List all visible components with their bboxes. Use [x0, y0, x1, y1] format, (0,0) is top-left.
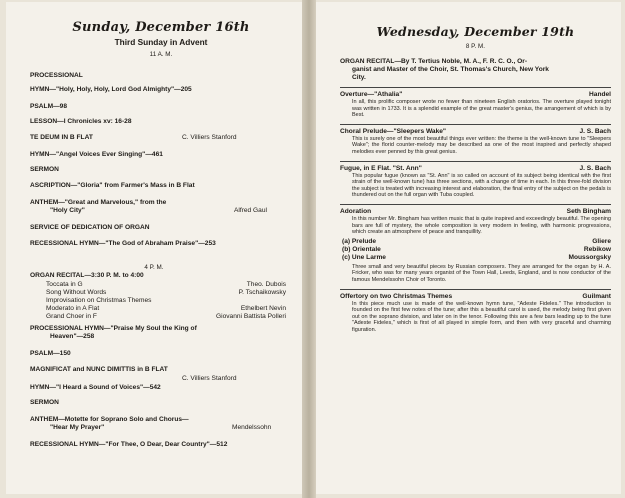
piece: (b) Orientale	[342, 245, 381, 253]
divider	[340, 289, 611, 290]
sunday-subtitle: Third Sunday in Advent	[114, 37, 208, 47]
russian-pieces	[340, 238, 611, 262]
sunday-time-pm: 4 P. M.	[144, 264, 164, 271]
program-item	[340, 91, 611, 99]
list-item	[46, 313, 286, 321]
piece: Moderato in A Flat	[46, 305, 100, 312]
item-description: This popular fugue (known as "St. Ann" is so called on account of its subject being identical with the first strain of the well-known tune) has three sections, with a change of time in each. In this three-fold division the subject is treated with increasing interest and elaboration, the final entry of the subject on the pedals is thundered out on the full organ with Tuba coupled.	[352, 172, 611, 199]
anthem-line-1: ANTHEM—"Great and Marvelous," from the	[30, 199, 167, 206]
piece: Grand Choer in F	[46, 313, 97, 320]
item-composer: Seth Bingham	[566, 207, 611, 215]
divider	[340, 161, 611, 162]
item-title: Offertory on two Christmas Themes	[340, 292, 453, 300]
hymn-1: HYMN—"Holy, Holy, Holy, Lord God Almighty"—205	[30, 86, 192, 93]
item-composer: J. S. Bach	[579, 127, 611, 135]
composer: Giovanni Battista Polleri	[215, 313, 286, 320]
divider	[340, 204, 611, 205]
composer: P. Tschaikowsky	[238, 289, 286, 296]
item-composer: Handel	[589, 91, 611, 98]
item-description: In all, this prolific composer wrote no fewer than nineteen English oratorios. The overture played tonight was written in 1733. It is a splendid example of the great master's genius, the arrangement of which is by Best.	[352, 99, 611, 119]
processional-hymn-line-2: Heaven"—258	[50, 333, 95, 340]
left-page	[6, 2, 302, 494]
psalm-2: PSALM—150	[30, 350, 71, 357]
dedication: SERVICE OF DEDICATION OF ORGAN	[30, 224, 150, 231]
right-page	[316, 2, 621, 494]
sunday-title: Sunday, December 16th	[72, 20, 250, 35]
item-title: Fugue, in E Flat. "St. Ann"	[340, 164, 422, 172]
sermon: SERMON	[30, 166, 59, 173]
te-deum: TE DEUM IN B FLAT	[30, 134, 93, 141]
anthem-line-2: "Holy City"	[50, 207, 85, 214]
divider	[340, 87, 611, 88]
item-composer: Guilmant	[582, 292, 611, 300]
anthem-2-line-2: "Hear My Prayer"	[50, 424, 105, 431]
program-item	[340, 165, 611, 173]
recessional-2: RECESSIONAL HYMN—"For Thee, O Dear, Dear Country"—512	[30, 441, 228, 448]
magnificat: MAGNIFICAT and NUNC DIMITTIS in B FLAT	[30, 366, 168, 373]
recessional: RECESSIONAL HYMN—"The God of Abraham Praise"—253	[30, 240, 216, 247]
list-item	[46, 289, 286, 297]
program-item	[340, 128, 611, 136]
list-item	[46, 305, 286, 313]
composer: Theo. Dubois	[246, 281, 286, 288]
list-item	[46, 281, 286, 289]
piece: (a) Prelude	[342, 237, 377, 245]
sermon-2: SERMON	[30, 399, 59, 406]
list-item	[340, 238, 611, 246]
sunday-time-am: 11 A. M.	[149, 51, 173, 58]
recital-line-2: ganist and Master of the Choir, St. Thomas's Church, New York	[352, 66, 549, 73]
book-gutter	[302, 0, 316, 498]
recital-list	[46, 281, 286, 321]
russian-description: Three small and very beautiful pieces by Russian composers. They are arranged for the organ by H. A. Fricker, who was for many years organist of the Town Hall, Leeds, England, and is now conductor of the famous Mendelssohn Choir of Toronto.	[352, 263, 611, 283]
composer: Gliere	[592, 237, 611, 245]
composer: Rebikow	[583, 245, 611, 253]
list-item	[340, 254, 611, 262]
organ-recital: ORGAN RECITAL—3:30 P. M. to 4:00	[30, 272, 144, 279]
magnificat-composer: C. Villiers Stanford	[182, 375, 237, 382]
list-item	[46, 297, 286, 305]
composer: Ethelbert Nevin	[240, 305, 286, 312]
piece: (c) Une Larme	[342, 253, 386, 261]
hymn-3: HYMN—"I Heard a Sound of Voices"—542	[30, 384, 161, 391]
psalm: PSALM—98	[30, 103, 68, 110]
lesson: LESSON—I Chronicles xv: 16-28	[30, 118, 132, 125]
wednesday-title: Wednesday, December 19th	[376, 24, 575, 39]
piece: Improvisation on Christmas Themes	[46, 297, 152, 304]
anthem-2-line-1: ANTHEM—Motette for Soprano Solo and Chorus—	[30, 416, 189, 423]
divider	[340, 124, 611, 125]
piece: Toccata in G	[46, 281, 83, 288]
composer: Moussorgsky	[568, 253, 611, 261]
anthem-2-composer: Mendelssohn	[232, 424, 272, 431]
recital-line-1: ORGAN RECITAL—By T. Tertius Noble, M. A., F. R. C. O., Or-	[340, 58, 528, 65]
item-description: This is surely one of the most beautiful things ever written: the theme is the well-known tune to "Sleepers Wake"; the florid counter-melody may be described as one of the most inspired and perfectly shaped melodies ever penned by this great genius.	[352, 135, 611, 155]
anthem-composer: Alfred Gaul	[234, 207, 267, 214]
piece: Song Without Words	[46, 289, 107, 296]
ascription: ASCRIPTION—"Gloria" from Farmer's Mass in B Flat	[30, 182, 195, 189]
processional-hymn-line-1: PROCESSIONAL HYMN—"Praise My Soul the King of	[30, 325, 197, 332]
item-title: Choral Prelude—"Sleepers Wake"	[340, 127, 447, 135]
item-description: In this piece much use is made of the well-known hymn tune, "Adeste Fideles." The introduction is founded on the first few notes of the tune; after this a beautiful carol is used, the melody being first given out on the soprano division, and later on in the tenor. Following this are a few bars leading up to the tune "Adeste Fideles," which is first of all played in simple form, and then with very graceful and charming figuration.	[352, 300, 611, 333]
hymn-2: HYMN—"Angel Voices Ever Singing"—461	[30, 151, 163, 158]
item-title: Adoration	[340, 207, 372, 215]
item-description: In this number Mr. Bingham has written music that is quite inspired and exceedingly beautiful. The opening bars are full of mystery, the whole composition is very modern in feeling, with harmonic progressions, which create an atmosphere of peace and tranquillity.	[352, 215, 611, 236]
item-title: Overture—"Athalia"	[340, 91, 403, 98]
program-item	[340, 208, 611, 216]
recital-line-3: City.	[352, 74, 366, 81]
list-item	[340, 246, 611, 254]
wednesday-time: 8 P. M.	[465, 43, 486, 50]
te-deum-composer: C. Villiers Stanford	[182, 134, 237, 141]
processional: PROCESSIONAL	[30, 72, 83, 79]
item-composer: J. S. Bach	[579, 164, 611, 172]
program-item	[340, 293, 611, 301]
